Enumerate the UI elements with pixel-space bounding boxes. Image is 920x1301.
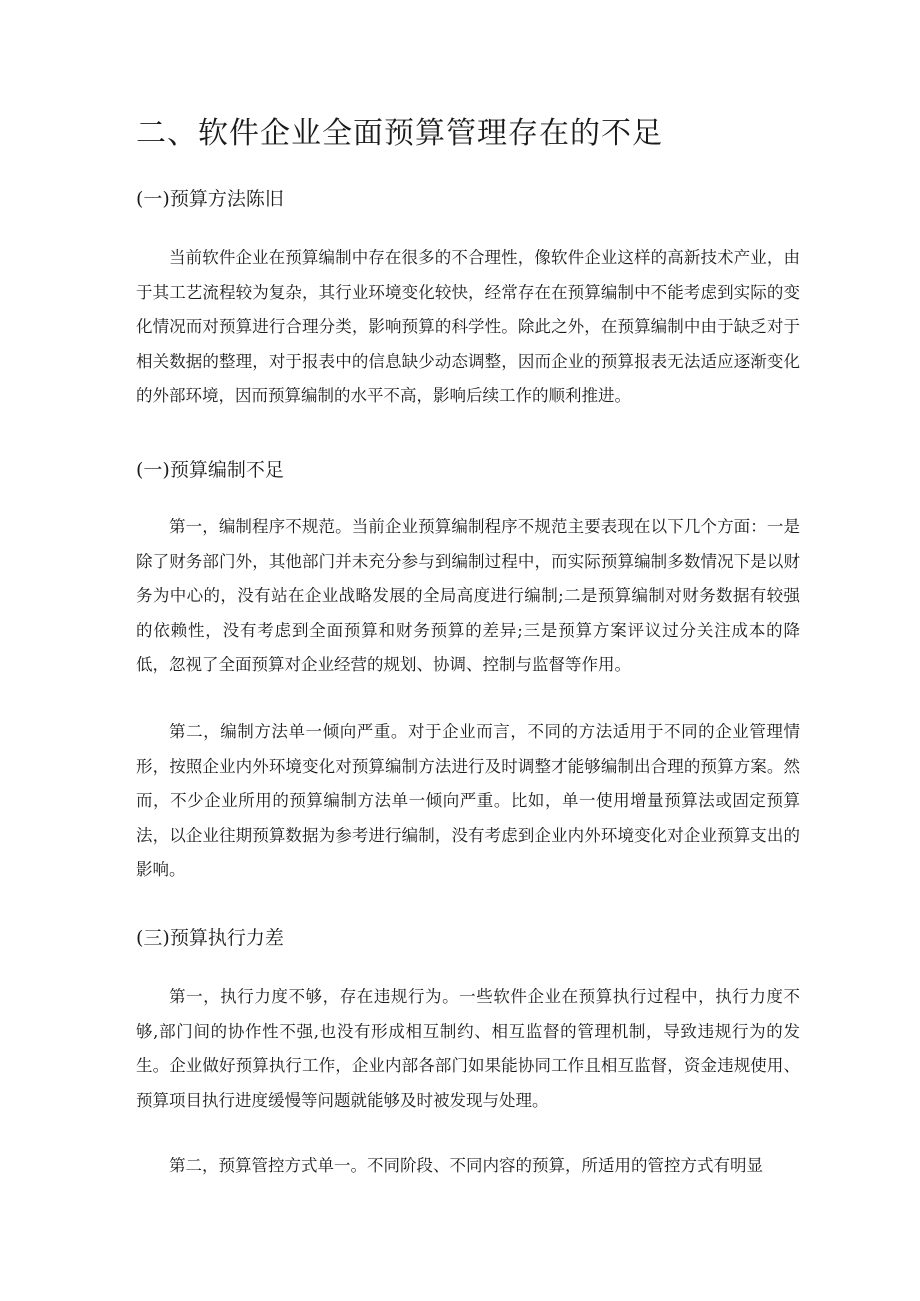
paragraph-compilation-procedure: 第一，编制程序不规范。当前企业预算编制程序不规范主要表现在以下几个方面：一是除了财务部门外，其他部门并未充分参与到编制过程中，而实际预算编制多数情况下是以财务为中心的，没有站在企业战略发展的全局高度进行编制;二是预算编制对财务数据有较强的依赖性，没有考虑到全面预算和财务预算的差异;三是预算方案评议过分关注成本的降低，忽视了全面预算对企业经营的规划、协调、控制与监督等作用。 (136, 517, 800, 675)
section-heading-budget-method: (一)预算方法陈旧 (136, 188, 284, 210)
page-title: 二、软件企业全面预算管理存在的不足 (136, 116, 663, 151)
paragraph-budget-method: 当前软件企业在预算编制中存在很多的不合理性，像软件企业这样的高新技术产业，由于其工艺流程较为复杂，其行业环境变化较快，经常存在在预算编制中不能考虑到实际的变化情况而对预算进行合理分类，影响预算的科学性。除此之外，在预算编制中由于缺乏对于相关数据的整理，对于报表中的信息缺少动态调整，因而企业的预算报表无法适应逐渐变化的外部环境，因而预算编制的水平不高，影响后续工作的顺利推进。 (136, 248, 800, 406)
paragraph-compilation-method: 第二，编制方法单一倾向严重。对于企业而言，不同的方法适用于不同的企业管理情形，按照企业内外环境变化对预算编制方法进行及时调整才能够编制出合理的预算方案。然而，不少企业所用的预算编制方法单一倾向严重。比如，单一使用增量预算法或固定预算法，以企业往期预算数据为参考进行编制，没有考虑到企业内外环境变化对企业预算支出的影响。 (136, 722, 800, 880)
paragraph-control-method: 第二，预算管控方式单一。不同阶段、不同内容的预算，所适用的管控方式有明显 (169, 1156, 763, 1175)
paragraph-execution-strength: 第一，执行力度不够，存在违规行为。一些软件企业在预算执行过程中，执行力度不够,部门间的协作性不强,也没有形成相互制约、相互监督的管理机制，导致违规行为的发生。企业做好预算执行工作，企业内部各部门如果能协同工作且相互监督，资金违规使用、预算项目执行进度缓慢等问题就能够及时被发现与处理。 (136, 987, 800, 1110)
section-heading-budget-compilation: (一)预算编制不足 (136, 459, 284, 481)
section-heading-budget-execution: (三)预算执行力差 (136, 927, 284, 949)
